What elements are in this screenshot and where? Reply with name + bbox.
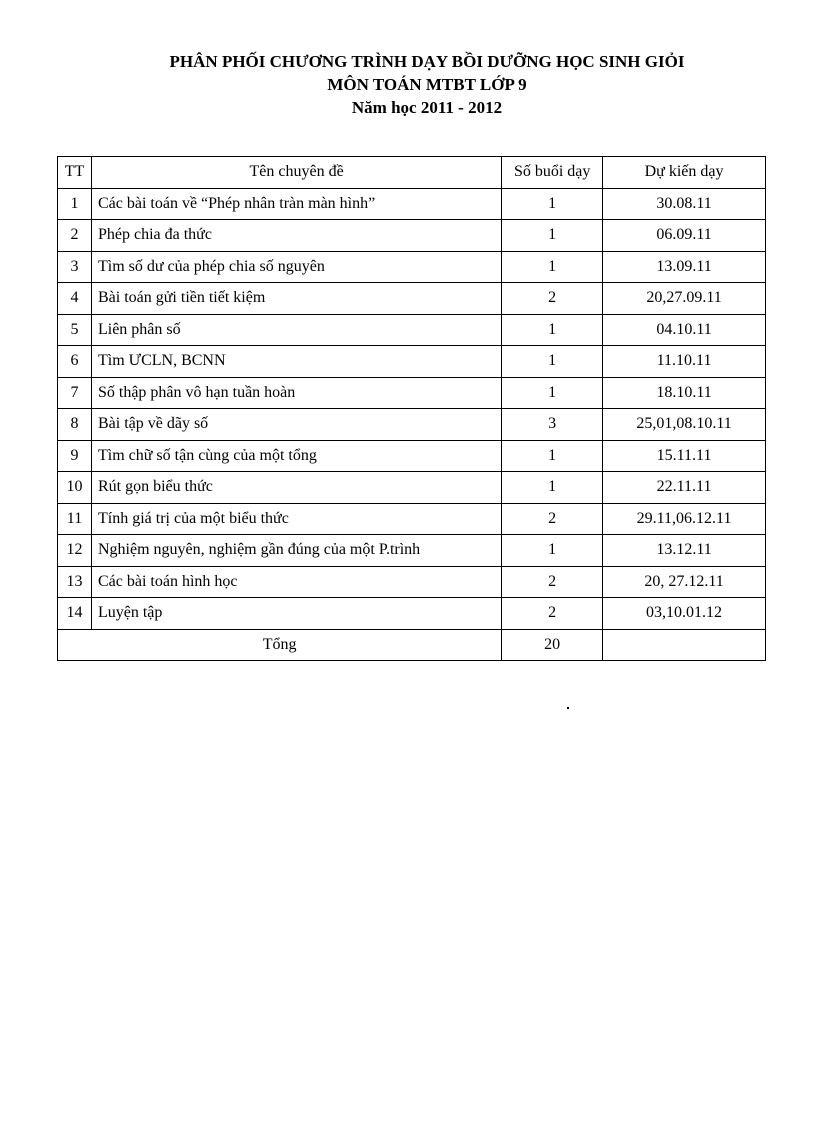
title-line-3: Năm học 2011 - 2012	[351, 98, 503, 117]
cell-tt: 4	[58, 283, 92, 315]
table-row	[58, 535, 766, 567]
table-row	[58, 283, 766, 315]
cell-sessions: 1	[502, 314, 603, 346]
cell-sessions: 1	[502, 472, 603, 504]
cell-topic: Bài tập về dãy số	[91, 409, 501, 441]
cell-date: 18.10.11	[603, 377, 766, 409]
cell-topic: Số thập phân vô hạn tuần hoàn	[91, 377, 501, 409]
cell-date: 20,27.09.11	[603, 283, 766, 315]
table-row	[58, 220, 766, 252]
cell-date: 29.11,06.12.11	[603, 503, 766, 535]
table-total-row	[58, 629, 766, 661]
cell-tt: 5	[58, 314, 92, 346]
table-row	[58, 409, 766, 441]
cell-sessions: 1	[502, 220, 603, 252]
header-tt: TT	[58, 157, 92, 189]
cell-sessions: 2	[502, 598, 603, 630]
cell-sessions: 1	[502, 377, 603, 409]
cell-sessions: 2	[502, 566, 603, 598]
cell-date: 06.09.11	[603, 220, 766, 252]
cell-tt: 7	[58, 377, 92, 409]
header-date: Dự kiến dạy	[603, 157, 766, 189]
cell-topic: Bài toán gửi tiền tiết kiệm	[91, 283, 501, 315]
cell-sessions: 2	[502, 503, 603, 535]
table-row	[58, 503, 766, 535]
cell-tt: 11	[58, 503, 92, 535]
cell-topic: Rút gọn biểu thức	[91, 472, 501, 504]
cell-tt: 1	[58, 188, 92, 220]
cell-sessions: 1	[502, 440, 603, 472]
cell-sessions: 1	[502, 346, 603, 378]
cell-date: 22.11.11	[603, 472, 766, 504]
cell-tt: 9	[58, 440, 92, 472]
table-row	[58, 346, 766, 378]
cell-tt: 2	[58, 220, 92, 252]
table-row	[58, 598, 766, 630]
cell-sessions: 1	[502, 251, 603, 283]
cell-tt: 10	[58, 472, 92, 504]
cell-topic: Các bài toán hình học	[91, 566, 501, 598]
cell-date: 04.10.11	[603, 314, 766, 346]
table-row	[58, 472, 766, 504]
curriculum-table	[57, 156, 766, 661]
total-sessions: 20	[502, 629, 603, 661]
cell-date: 13.12.11	[603, 535, 766, 567]
cell-date: 25,01,08.10.11	[603, 409, 766, 441]
cell-topic: Luyện tập	[91, 598, 501, 630]
total-label: Tổng	[58, 629, 502, 661]
header-topic: Tên chuyên đề	[91, 157, 501, 189]
cell-topic: Tìm chữ số tận cùng của một tổng	[91, 440, 501, 472]
cell-topic: Phép chia đa thức	[91, 220, 501, 252]
cell-topic: Tìm số dư của phép chia số nguyên	[91, 251, 501, 283]
cell-sessions: 1	[502, 535, 603, 567]
table-row	[58, 188, 766, 220]
table-body	[58, 188, 766, 661]
cell-tt: 13	[58, 566, 92, 598]
cell-topic: Liên phân số	[91, 314, 501, 346]
header-sessions: Số buổi dạy	[502, 157, 603, 189]
table-row	[58, 251, 766, 283]
cell-sessions: 2	[502, 283, 603, 315]
cell-topic: Tìm ƯCLN, BCNN	[91, 346, 501, 378]
table-row	[58, 377, 766, 409]
cell-topic: Các bài toán về “Phép nhân tràn màn hình”	[91, 188, 501, 220]
cell-date: 30.08.11	[603, 188, 766, 220]
stray-dot	[567, 707, 569, 709]
table-header-row	[58, 157, 766, 189]
cell-date: 20, 27.12.11	[603, 566, 766, 598]
cell-tt: 3	[58, 251, 92, 283]
cell-topic: Tính giá trị của một biểu thức	[91, 503, 501, 535]
cell-tt: 6	[58, 346, 92, 378]
document-title	[0, 50, 816, 119]
cell-tt: 8	[58, 409, 92, 441]
cell-date: 03,10.01.12	[603, 598, 766, 630]
cell-sessions: 1	[502, 188, 603, 220]
cell-date: 13.09.11	[603, 251, 766, 283]
cell-topic: Nghiệm nguyên, nghiệm gần đúng của một P.trình	[91, 535, 501, 567]
title-line-1: PHÂN PHỐI CHƯƠNG TRÌNH DẠY BỒI DƯỠNG HỌC SINH GIỎI	[169, 52, 685, 71]
cell-date: 11.10.11	[603, 346, 766, 378]
cell-tt: 14	[58, 598, 92, 630]
cell-tt: 12	[58, 535, 92, 567]
table-row	[58, 440, 766, 472]
title-line-2: MÔN TOÁN MTBT LỚP 9	[327, 75, 527, 94]
cell-date: 15.11.11	[603, 440, 766, 472]
table-row	[58, 314, 766, 346]
table-row	[58, 566, 766, 598]
cell-sessions: 3	[502, 409, 603, 441]
total-date	[603, 629, 766, 661]
